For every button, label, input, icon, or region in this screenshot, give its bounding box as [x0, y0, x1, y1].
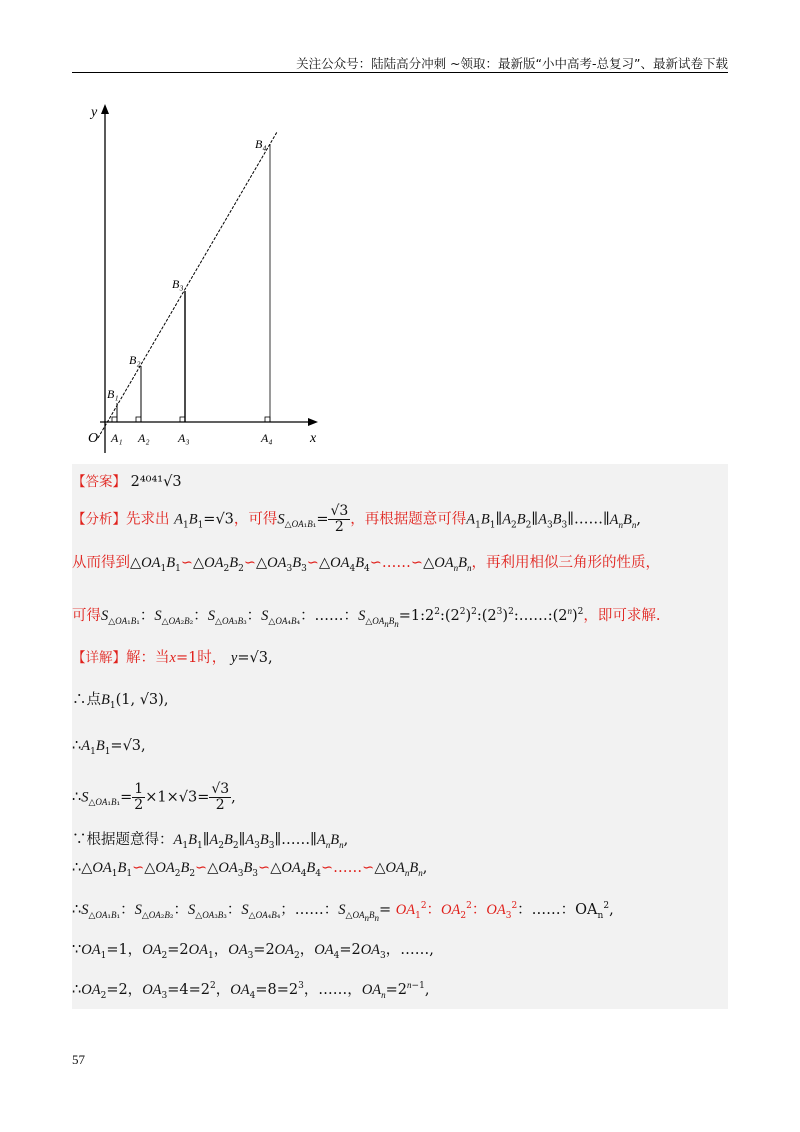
right-angle-A1: [112, 417, 117, 422]
detail-line-1: 【详解】解：当x=1时， y=√3,: [72, 650, 273, 666]
analysis-line-1: 【分析】先求出 $A_1B_1=√3$，可得$S_{\triangle OA_1B_1}=$ $\frac{√3}{2}$ ，再根据题意可得$A_1B_1\parallel A_2B_2\parallel A_3B_3\parallel\dots\dots\parallel A_nB_n$,: [72, 503, 641, 535]
answer-value: 2⁴⁰⁴¹√3: [130, 474, 182, 490]
label-B3: B₃: [172, 277, 184, 291]
answer-tag: 【答案】: [72, 474, 126, 490]
detail-text-7: ∴: [72, 902, 82, 918]
right-angle-A4: [265, 417, 270, 422]
detail-text-5: ∵根据题意得：: [72, 832, 174, 848]
x-axis-arrow: [308, 418, 318, 426]
slant-line: [98, 132, 277, 438]
detail-line-7: $\therefore S_{\triangle OA_1B_1}$：$S_{\triangle OA_2B_2}$：$S_{\triangle OA_3B_3}$：$S_{\triangle OA_4B_4}$；……：$S_{\triangle OA_nB_n}= OA_1^2$：$OA_2^2$：$OA_3^2$：……：$OA_n^2$,: [72, 901, 614, 923]
analysis-tag: 【分析】: [72, 511, 126, 528]
label-A3: A₃: [178, 431, 190, 445]
detail-text-9: ∴: [72, 982, 82, 998]
detail-line-3: $\therefore A_1B_1=√3$,: [72, 738, 146, 757]
label-B2: B₂: [129, 353, 141, 367]
analysis-text-2b: ，再利用相似三角形的性质，: [471, 555, 660, 571]
label-x: x: [310, 431, 317, 446]
label-A2: A₂: [138, 431, 150, 445]
y-axis-arrow: [101, 104, 109, 114]
detail-text-2: ∴点: [72, 692, 101, 708]
right-angle-A3: [180, 417, 185, 422]
label-B4: B₄: [255, 137, 267, 151]
answer-line: [72, 470, 182, 490]
label-B1: B₁: [107, 387, 119, 401]
detail-line-2: ∴点$B_1(1$, √3),: [72, 692, 169, 711]
detail-line-6: $\therefore\triangle OA_1B_1∽\triangle OA_2B_2∽\triangle OA_3B_3∽\triangle OA_4B_4∽\dots\dots∽\triangle OA_nB_n$,: [72, 860, 428, 879]
analysis-text-2a: 从而得到: [72, 555, 130, 571]
geometry-figure: [80, 98, 330, 458]
label-O: O: [88, 431, 99, 446]
analysis-line-3: 可得$S_{\triangle OA_1B_1}$：$S_{\triangle OA_2B_2}$：$S_{\triangle OA_3B_3}$：$S_{\triangle OA_4B_4}$：……：$S_{\triangle OA_nB_n}=1:2^2:(2^2)^2:(2^3)^2:\dots\dots:(2^n)^2$，即可求解.: [72, 606, 661, 629]
detail-line-9: $\therefore OA_2=2$，$OA_3=4=2^2$，$OA_4=8=2^3$，……，$OA_n=2^{n-1}$,: [72, 980, 430, 1001]
label-A1: A₁: [111, 431, 123, 445]
page-header: [72, 50, 728, 73]
analysis-text-3a: 可得: [72, 608, 101, 624]
header-text: 关注公众号：陆陆高分冲刺 ~领取：最新版“小中高考-总复习”、最新试卷下载: [296, 56, 728, 71]
detail-line-5: ∵根据题意得：$A_1B_1\parallel A_2B_2\parallel A_3B_3\parallel\dots\dots\parallel A_nB_n$,: [72, 832, 349, 851]
label-y: y: [91, 105, 98, 120]
analysis-text-3b: ，即可求解.: [583, 608, 661, 624]
detail-text-1a: 解：当: [126, 650, 170, 666]
analysis-line-2: 从而得到$\triangle OA_1B_1∽\triangle OA_2B_2∽\triangle OA_3B_3∽\triangle OA_4B_4∽\dots\dots∽\triangle OA_nB_n$，再利用相似三角形的性质，: [72, 555, 660, 574]
detail-line-8: $\because OA_1=1$，$OA_2=2OA_1$，$OA_3=2OA_2$，$OA_4=2OA_3$，……,: [72, 942, 434, 961]
detail-tag: 【详解】: [72, 650, 126, 666]
analysis-text-1c: ，再根据题意可得: [350, 511, 467, 528]
analysis-text-1a: 先求出: [126, 511, 170, 528]
solution-panel: [72, 464, 728, 1009]
detail-text-8: ∵: [72, 942, 82, 958]
detail-text-1b: =1时，: [175, 650, 227, 666]
detail-line-4: $\therefore S_{\triangle OA_1B_1}=$ $\frac{1}{2}$ ×1×√3= $\frac{√3}{2}$ ,: [72, 781, 236, 813]
label-A4: A₄: [261, 431, 273, 445]
analysis-text-1b: ，可得: [233, 511, 278, 528]
right-angle-A2: [136, 417, 141, 422]
page-number: 57: [72, 1052, 85, 1067]
